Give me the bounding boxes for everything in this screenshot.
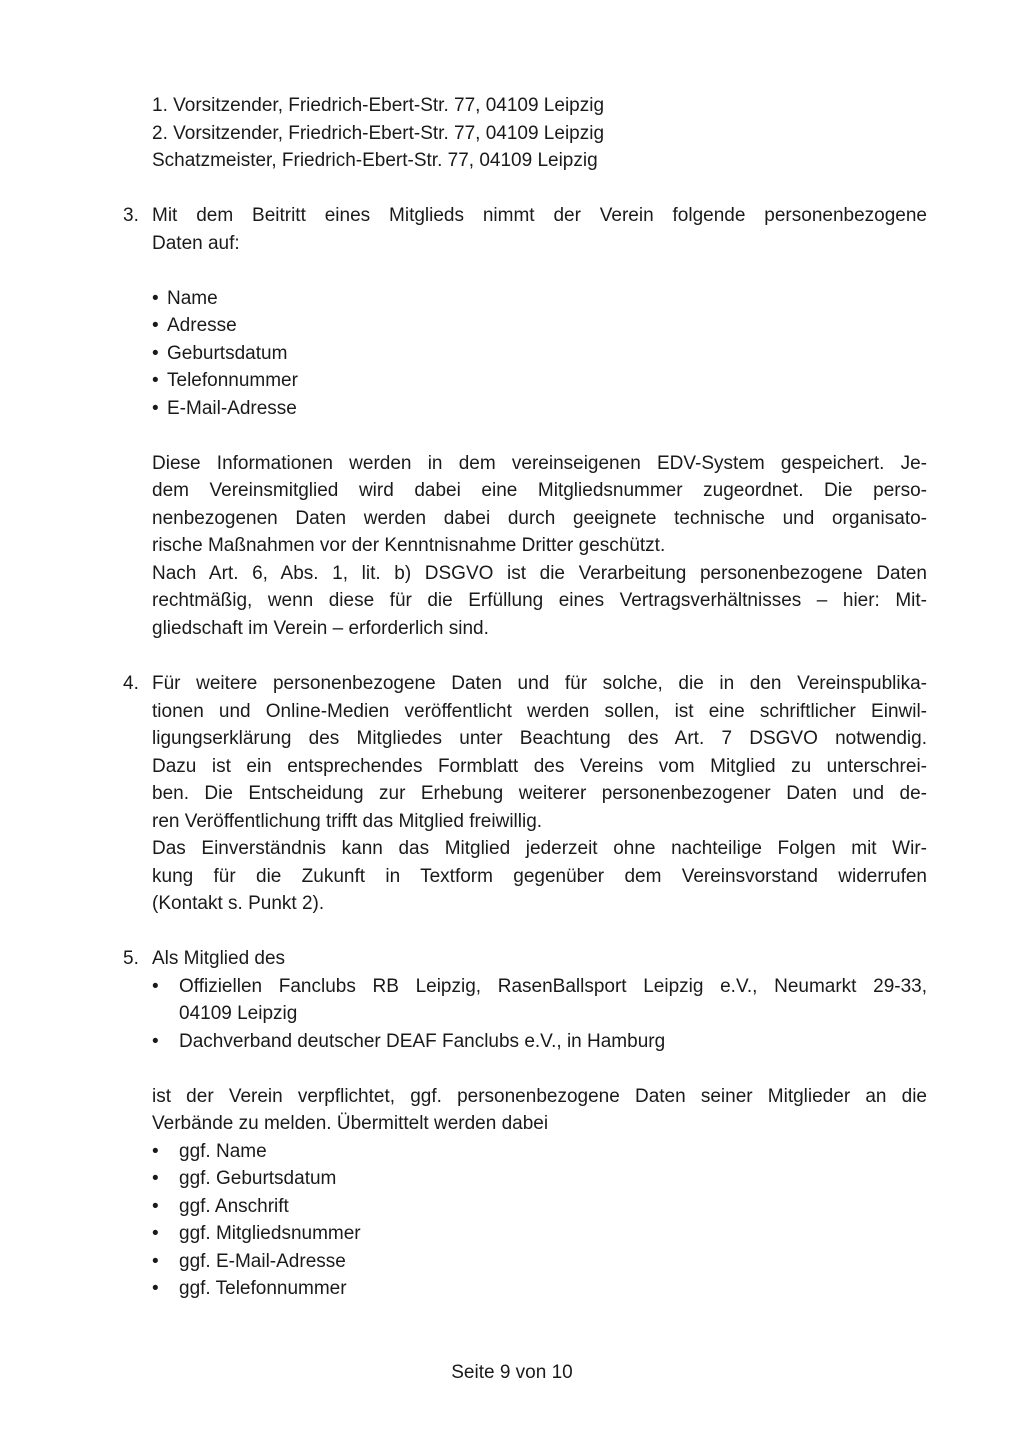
list-item: [152, 395, 927, 423]
paragraph-line: nenbezogenen Daten werden dabei durch geeignete technische und organisato-: [152, 507, 927, 529]
page-number: Seite 9 von 10: [451, 1362, 573, 1383]
paragraph-line: ligungserklärung des Mitgliedes unter Beachtung des Art. 7 DSGVO notwendig.: [152, 728, 927, 749]
list-item-label: ggf. Telefonnummer: [179, 1278, 347, 1299]
paragraph-line: dem Vereinsmitglied wird dabei eine Mitgliedsnummer zugeordnet. Die perso-: [152, 480, 927, 501]
paragraph-line: ben. Die Entscheidung zur Erhebung weiterer personenbezogener Daten und de-: [152, 783, 927, 804]
board-addresses: [152, 92, 927, 175]
bullet-icon: •: [152, 1278, 159, 1299]
transfer-paragraph: [152, 1083, 927, 1138]
bullet-icon: •: [152, 975, 159, 997]
bullet-icon: •: [152, 287, 159, 309]
list-item: [152, 312, 927, 340]
bullet-icon: •: [152, 1250, 159, 1272]
list-item: [152, 1193, 927, 1221]
list-item: [152, 285, 927, 313]
address-line: 1. Vorsitzender, Friedrich-Ebert-Str. 77, 04109 Leipzig: [152, 95, 605, 116]
bullet-icon: •: [152, 1140, 159, 1162]
personal-data-list: [152, 285, 927, 423]
paragraph-line: Diese Informationen werden in dem vereinseigenen EDV-System gespeichert. Je-: [152, 452, 927, 474]
list-item-label: E-Mail-Adresse: [167, 397, 297, 419]
organization-line: 04109 Leipzig: [179, 1003, 298, 1024]
transferred-data-list: [152, 1138, 927, 1303]
paragraph-line: rische Maßnahmen vor der Kenntnisnahme Dritter geschützt.: [152, 535, 666, 556]
section-number: 3.: [123, 205, 139, 226]
paragraph-line: Für weitere personenbezogene Daten und für solche, die in den Vereinspublika-: [152, 673, 927, 694]
paragraph-line: rechtmäßig, wenn diese für die Erfüllung eines Vertragsverhältnisses – hier: Mit-: [152, 590, 927, 611]
organizations-list: [152, 973, 927, 1056]
paragraph-line: Das Einverständnis kann das Mitglied jederzeit ohne nachteilige Folgen mit Wir-: [152, 838, 927, 859]
bullet-icon: •: [152, 1168, 159, 1189]
paragraph-line: ist der Verein verpflichtet, ggf. personenbezogene Daten seiner Mitglieder an die: [152, 1085, 927, 1107]
list-item: [152, 1275, 927, 1303]
list-item: [152, 1220, 927, 1248]
address-line: 2. Vorsitzender, Friedrich-Ebert-Str. 77, 04109 Leipzig: [152, 122, 605, 144]
list-item: [152, 973, 927, 1028]
list-item-label: Geburtsdatum: [167, 342, 288, 364]
paragraph-line: ren Veröffentlichung trifft das Mitglied freiwillig.: [152, 810, 543, 832]
paragraph-line: Verbände zu melden. Übermittelt werden dabei: [152, 1113, 549, 1134]
section-intro: Als Mitglied des: [152, 948, 286, 969]
paragraph-line: kung für die Zukunft in Textform gegenüber dem Vereinsvorstand widerrufen: [152, 865, 927, 887]
section-4: [123, 670, 927, 918]
section-5: [123, 945, 927, 1303]
list-item-label: ggf. Anschrift: [179, 1195, 289, 1217]
list-item-label: ggf. E-Mail-Adresse: [179, 1250, 346, 1272]
list-item-label: ggf. Name: [179, 1140, 267, 1162]
organization-line: Dachverband deutscher DEAF Fanclubs e.V., in Hamburg: [179, 1030, 666, 1052]
list-item: [152, 1028, 927, 1056]
list-item: [152, 340, 927, 368]
list-item-label: Telefonnummer: [167, 370, 298, 391]
bullet-icon: •: [152, 342, 159, 364]
paragraph-line: Nach Art. 6, Abs. 1, lit. b) DSGVO ist die Verarbeitung personenbezogene Daten: [152, 562, 927, 584]
bullet-icon: •: [152, 397, 159, 419]
section-number: 5.: [123, 948, 139, 969]
section-number: 4.: [123, 673, 139, 694]
paragraph-line: Dazu ist ein entsprechendes Formblatt des Vereins vom Mitglied zu unterschrei-: [152, 755, 927, 777]
bullet-icon: •: [152, 1223, 159, 1244]
list-item-label: ggf. Geburtsdatum: [179, 1168, 337, 1189]
list-item-label: Name: [167, 287, 218, 309]
storage-paragraph: [152, 450, 927, 643]
list-item-label: ggf. Mitgliedsnummer: [179, 1223, 361, 1244]
paragraph-line: gliedschaft im Verein – erforderlich sind.: [152, 617, 489, 639]
address-line: Schatzmeister, Friedrich-Ebert-Str. 77, 04109 Leipzig: [152, 150, 598, 171]
organization-line: Offiziellen Fanclubs RB Leipzig, RasenBallsport Leipzig e.V., Neumarkt 29-33,: [179, 975, 927, 997]
bullet-icon: •: [152, 1030, 159, 1052]
section-text-line: Mit dem Beitritt eines Mitglieds nimmt der Verein folgende personenbezogene: [152, 205, 927, 226]
paragraph-line: (Kontakt s. Punkt 2).: [152, 893, 325, 914]
list-item: [152, 1138, 927, 1166]
bullet-icon: •: [152, 1195, 159, 1217]
list-item-label: Adresse: [167, 315, 237, 336]
bullet-icon: •: [152, 315, 159, 336]
section-3: [123, 202, 927, 642]
bullet-icon: •: [152, 370, 159, 391]
section-text-line: Daten auf:: [152, 232, 240, 254]
list-item: [152, 1165, 927, 1193]
list-item: [152, 1248, 927, 1276]
paragraph-line: tionen und Online-Medien veröffentlicht werden sollen, ist eine schriftlicher Einwil-: [152, 700, 927, 722]
list-item: [152, 367, 927, 395]
